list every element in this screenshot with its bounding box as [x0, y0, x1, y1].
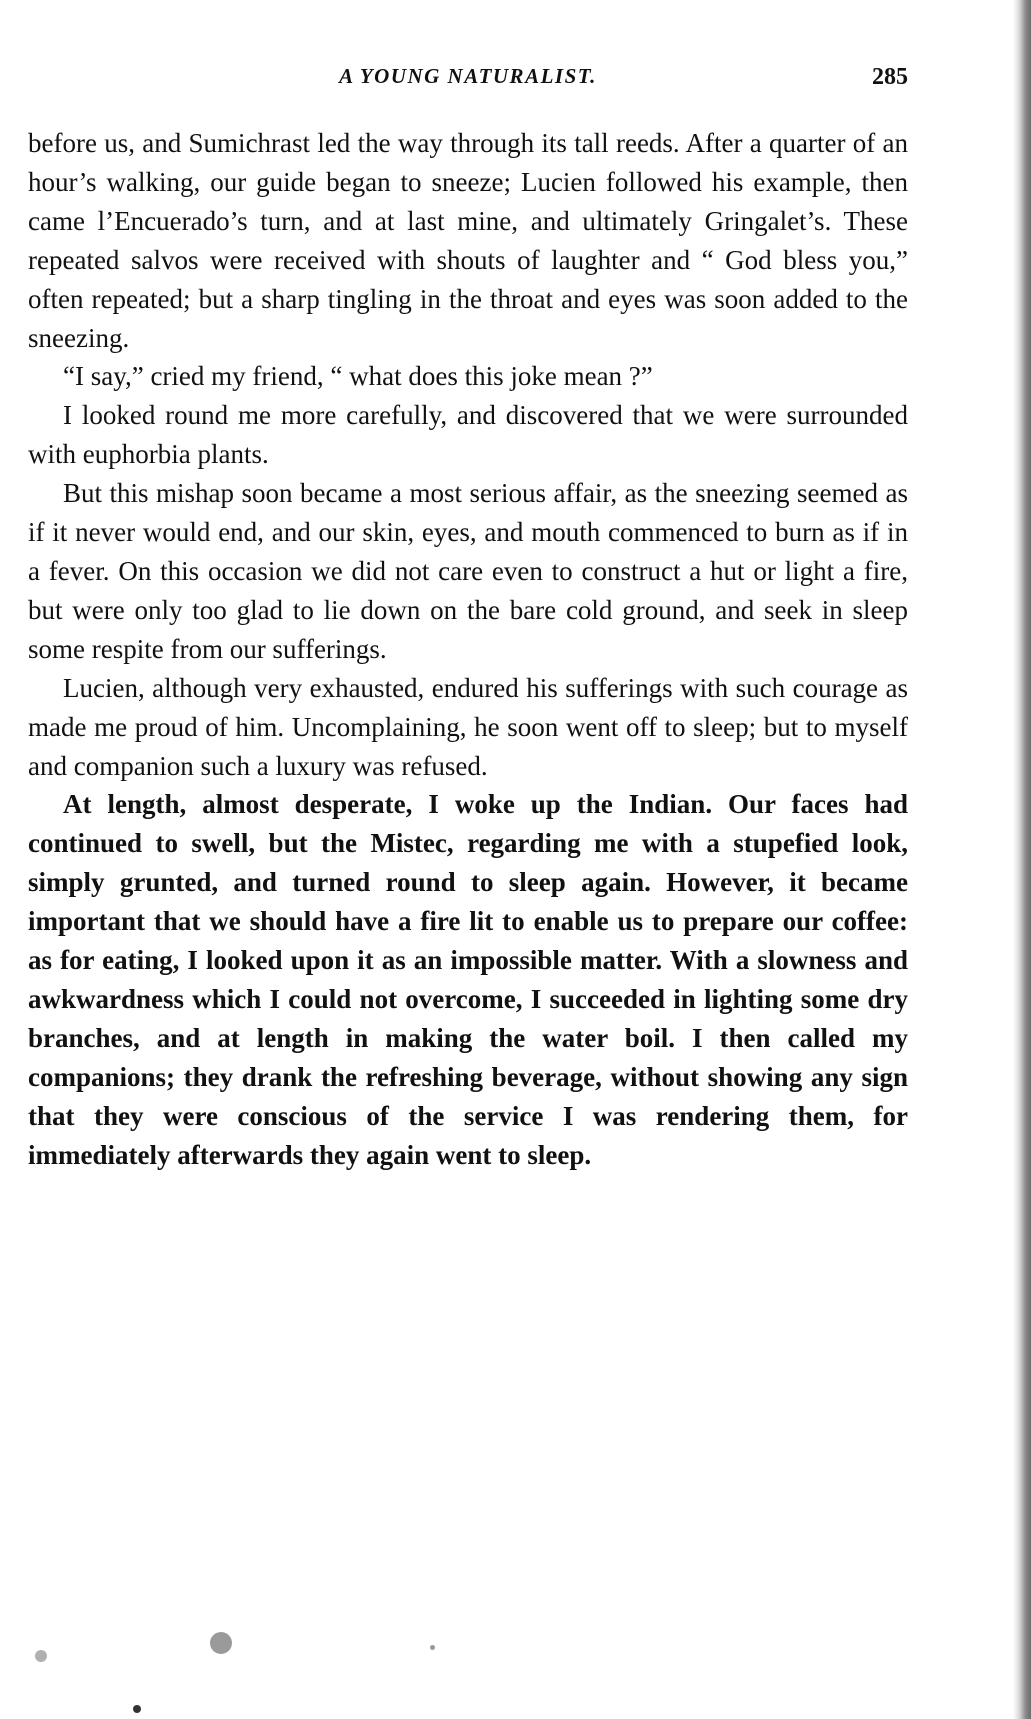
ink-speck: [210, 1632, 232, 1654]
page-number: 285: [872, 64, 908, 90]
ink-speck: [133, 1705, 141, 1713]
paragraph: I looked round me more carefully, and discovered that we were surrounded with euphorbia plants.: [28, 400, 908, 470]
ink-speck: [35, 1650, 47, 1662]
paragraph: Lucien, although very exhausted, endured his sufferings with such courage as made me proud of him. Uncomplaining, he soon went off to sleep; but to myself and companion such a luxury was refused.: [28, 672, 908, 781]
paragraph-quote: “I say,” cried my friend, “ what does this joke mean ?”: [63, 361, 653, 392]
paragraph: At length, almost desperate, I woke up the Indian. Our faces had continued to swell, but the Mistec, regarding me with a stupefied look, simply grunted, and turned round to sleep again. However, it became important that we should have a fire lit to enable us to prepare our coffee: as for eating, I looked upon it as an impossible matter. With a slowness and awkwardness which I could not overcome, I succeeded in lighting some dry branches, and at length in making the water boil. I then called my companions; they drank the refreshing beverage, without showing any sign that they were conscious of the service I was rendering them, for immediately afterwards they again went to sleep.: [28, 789, 908, 1170]
paragraph: But this mishap soon became a most serious affair, as the sneezing seemed as if it never would end, and our skin, eyes, and mouth commenced to burn as if in a fever. On this occasion we did not care even to construct a hut or light a fire, but were only too glad to lie down on the bare cold ground, and seek in sleep some respite from our sufferings.: [28, 478, 908, 664]
running-head: A YOUNG NATURALIST.: [339, 64, 597, 88]
ink-speck: [430, 1645, 435, 1650]
body-text: [28, 124, 908, 1174]
page-edge-shadow: [1013, 0, 1031, 1719]
page-header: [28, 64, 908, 104]
paragraph-continuation: before us, and Sumichrast led the way through its tall reeds. After a quarter of an hour’s walking, our guide began to sneeze; Lucien followed his example, then came l’Encuerado’s turn, and at last mine, and ultimately Gringalet’s. These repeated salvos were received with shouts of laughter and “ God bless you,” often repeated; but a sharp tingling in the throat and eyes was soon added to the sneezing.: [28, 128, 908, 353]
